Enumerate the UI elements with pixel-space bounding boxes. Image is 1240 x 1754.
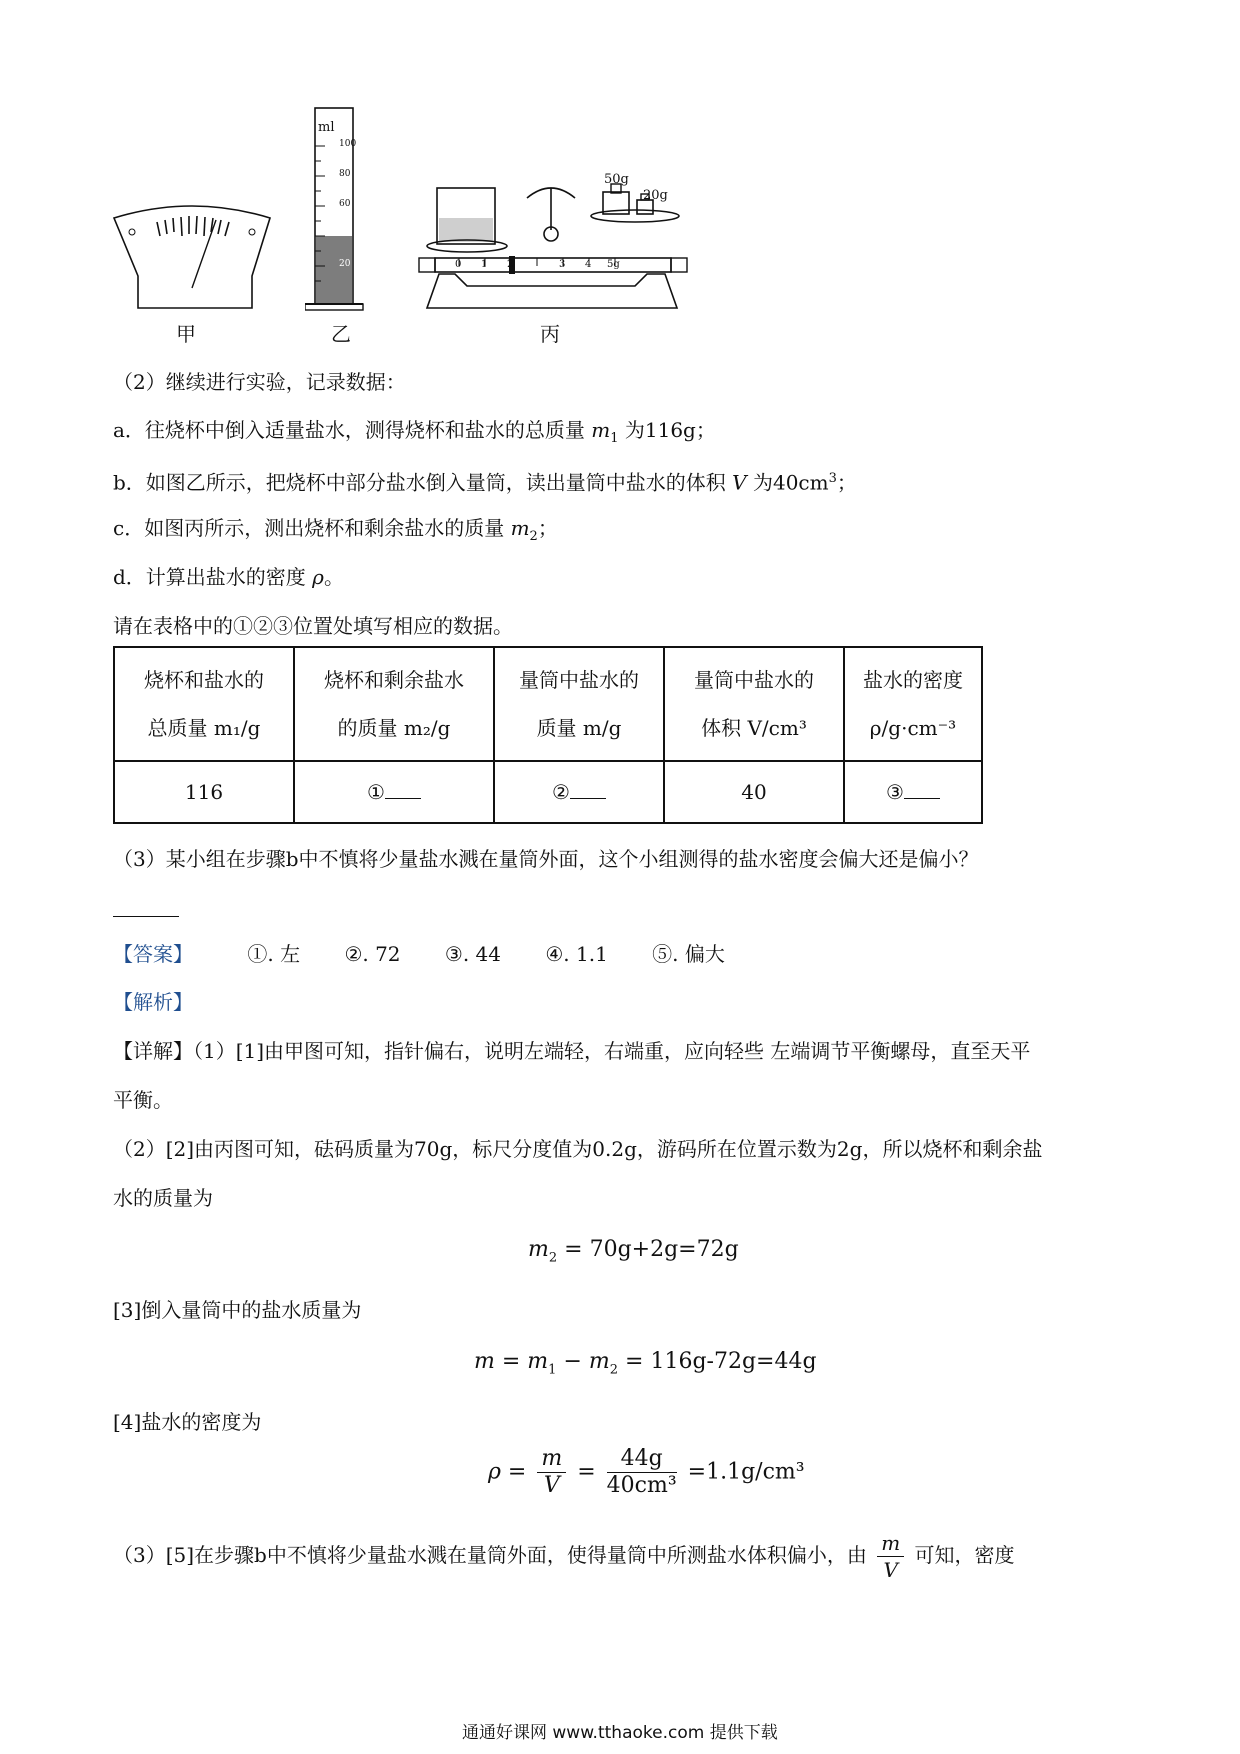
part3-answer-blank[interactable] — [113, 916, 179, 917]
answer-tag: 【答案】 — [113, 942, 193, 966]
figure-balance-pointer-jia — [112, 200, 272, 310]
figure-label-jia: 甲 — [176, 322, 196, 346]
table-cell-volume: 40 — [664, 761, 844, 823]
cylinder-tick-80: 80 — [339, 169, 351, 179]
detail-p4: [4]盐水的密度为 — [113, 1410, 262, 1434]
detail-tag: 【详解】 — [113, 1039, 193, 1063]
step-d-pre: d．计算出盐水的密度 — [113, 565, 313, 589]
figure-graduated-cylinder-yi — [305, 106, 365, 312]
step-a — [113, 416, 716, 453]
detail-p5-pre: （3）[5]在步骤b中不慎将少量盐水溅在量筒外面，使得量筒中所测盐水体积偏小，由 — [113, 1543, 867, 1567]
detail-p1-line2: 平衡。 — [113, 1088, 173, 1112]
answer-blank[interactable] — [385, 780, 421, 799]
detail-p5-post: 可知，密度 — [914, 1543, 1015, 1567]
detail-p2-line2: 水的质量为 — [113, 1186, 213, 1210]
cylinder-tick-60: 60 — [339, 199, 351, 209]
answer-blank[interactable] — [570, 780, 606, 799]
detail-line-1 — [113, 1037, 1030, 1065]
part2-intro: （2）继续进行实验，记录数据： — [113, 370, 406, 394]
step-b-sup: 3 — [828, 471, 837, 486]
step-c-var: m — [510, 516, 530, 540]
weight-label-20g: 20g — [643, 188, 668, 203]
cylinder-tick-20: 20 — [339, 259, 351, 269]
formula-m2: $m_2 = 70g+2g=72g$ — [528, 1237, 739, 1266]
detail-p1-line1: （1）[1]由甲图可知，指针偏右，说明左端轻，右端重，应向轻些 左端调节平衡螺母，直至天平 — [193, 1039, 1031, 1063]
fraction-m-over-v: $\frac{m}{V}$ — [537, 1446, 566, 1499]
step-a-sub: 1 — [610, 431, 619, 446]
step-a-pre: a．往烧杯中倒入适量盐水，测得烧杯和盐水的总质量 — [113, 418, 592, 442]
table-header-cell: 量筒中盐水的 质量 m/g — [494, 647, 664, 761]
ruler-tick-label-0: 0 — [455, 259, 462, 270]
step-b-pre: b．如图乙所示，把烧杯中部分盐水倒入量筒，读出量筒中盐水的体积 — [113, 470, 733, 495]
table-cell-blank-2[interactable]: ② — [494, 761, 664, 823]
step-d — [113, 563, 344, 591]
table-intro: 请在表格中的①②③位置处填写相应的数据。 — [113, 614, 513, 638]
answer-item-5: ⑤. 偏大 — [652, 942, 725, 966]
table-header-cell: 盐水的密度 ρ/g·cm⁻³ — [844, 647, 982, 761]
table-cell-blank-3[interactable]: ③ — [844, 761, 982, 823]
ruler-tick-label-1: 1 — [481, 259, 488, 270]
figure-label-yi: 乙 — [331, 322, 351, 346]
answer-item-3: ③. 44 — [444, 942, 501, 966]
step-c — [113, 514, 558, 551]
fraction-values: $\frac{44g}{\text{40cm³}}$ — [606, 1446, 677, 1498]
cylinder-tick-40: 40 — [339, 229, 351, 239]
analysis-tag: 【解析】 — [113, 990, 193, 1014]
formula-density: ρ = $\frac{m}{V}$ = $\frac{44g}{\text{40cm³}}$ =1.1g/cm³ — [488, 1446, 805, 1498]
step-b-post: 为40cm — [746, 470, 829, 495]
footer-source: 通通好课网 www.tthaoke.com 提供下载 — [462, 1723, 778, 1743]
cylinder-unit-label: ml — [318, 120, 335, 135]
table-header-cell: 烧杯和剩余盐水 的质量 m₂/g — [294, 647, 494, 761]
answer-item-2: ②. 72 — [344, 942, 401, 966]
part3-question: （3）某小组在步骤b中不慎将少量盐水溅在量筒外面，这个小组测得的盐水密度会偏大还是偏小？ — [113, 847, 979, 871]
step-a-var: m — [591, 418, 611, 442]
step-c-pre: c．如图丙所示，测出烧杯和剩余盐水的质量 — [113, 516, 511, 540]
inline-fraction: $\frac{m}{V}$ — [877, 1530, 904, 1583]
answer-line — [113, 940, 763, 968]
step-b — [113, 465, 857, 497]
ruler-tick-label-3: 3 — [559, 259, 566, 270]
detail-p3: [3]倒入量筒中的盐水质量为 — [113, 1298, 362, 1322]
step-d-post: 。 — [323, 565, 344, 589]
formula-m: $m = m_1 - m_2 = 116g-72g=44g$ — [474, 1349, 817, 1378]
detail-p5 — [113, 1530, 1015, 1583]
step-b-end: ； — [836, 470, 857, 495]
step-c-post: ； — [537, 516, 558, 540]
step-c-sub: 2 — [529, 529, 538, 544]
ruler-tick-label-2: 2 — [507, 259, 514, 270]
figure-label-bing: 丙 — [540, 322, 560, 346]
step-b-var: V — [732, 470, 747, 495]
table-cell-blank-1[interactable]: ① — [294, 761, 494, 823]
weight-label-50g: 50g — [604, 172, 629, 187]
answer-item-1: ①. 左 — [247, 942, 301, 966]
answer-blank[interactable] — [904, 780, 940, 799]
table-header-row — [114, 647, 982, 761]
table-header-cell: 量筒中盐水的 体积 V/cm³ — [664, 647, 844, 761]
answer-item-4: ④. 1.1 — [545, 942, 608, 966]
table-cell-total-mass: 116 — [114, 761, 294, 823]
cylinder-tick-100: 100 — [339, 139, 357, 149]
step-d-var: ρ — [312, 565, 324, 589]
step-a-post: 为116g； — [618, 418, 716, 442]
ruler-tick-label-5g: 5g — [607, 259, 620, 270]
table-header-cell: 烧杯和盐水的 总质量 m₁/g — [114, 647, 294, 761]
ruler-tick-label-4: 4 — [585, 259, 592, 270]
table-row — [114, 761, 982, 823]
detail-p2-line1: （2）[2]由丙图可知，砝码质量为70g，标尺分度值为0.2g，游码所在位置示数为2g，所以烧杯和剩余盐 — [113, 1137, 1043, 1161]
data-table — [113, 646, 983, 824]
